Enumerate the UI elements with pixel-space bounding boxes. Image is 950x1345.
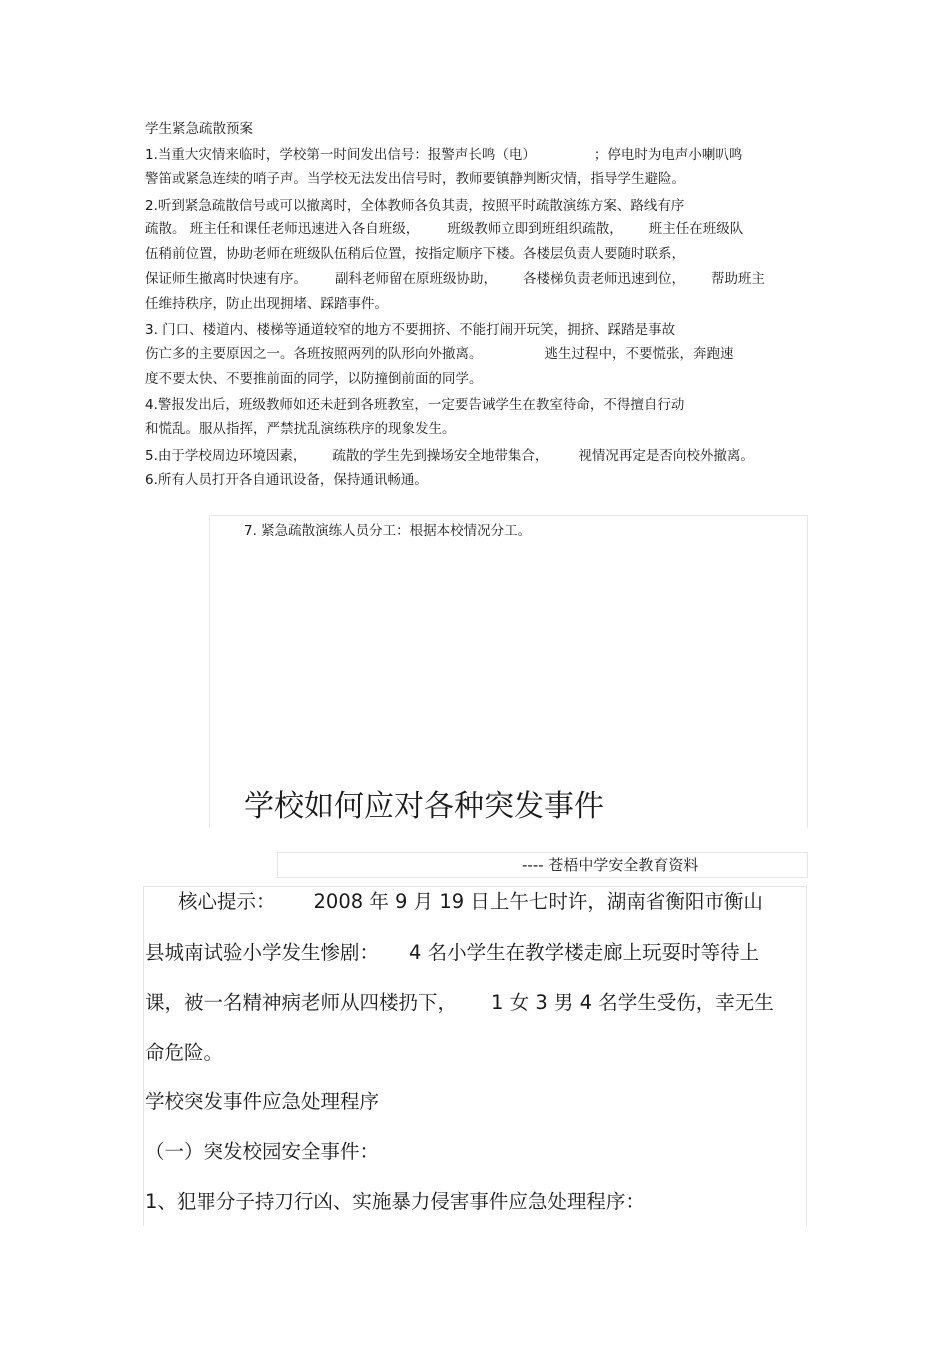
plan-p5-b: 疏散的学生先到操场安全地带集合， xyxy=(332,448,549,464)
frame-line-left xyxy=(143,886,144,1226)
frame-box-plan-7 xyxy=(209,515,808,828)
plan-p1-line2: 警笛或紧急连续的哨子声。当学校无法发出信号时，教师要镇静判断灾情，指导学生避险。 xyxy=(145,171,685,187)
plan-p7-line1: 7. 紧急疏散演练人员分工：根据本校情况分工。 xyxy=(244,523,532,539)
plan-p2-a: 疏散。 班主任和课任老师迅速进入各自班级， xyxy=(145,221,420,237)
item-1-heading: 1、犯罪分子持刀行凶、实施暴力侵害事件应急处理程序： xyxy=(145,1190,645,1213)
plan-p3-b: 逃生过程中，不要慌张，奔跑速 xyxy=(544,346,734,362)
core-text-b: 县城南试验小学发生惨剧： xyxy=(145,941,380,964)
core-line3 xyxy=(145,991,774,1015)
core-text-e: 1 女 3 男 4 名学生受伤，幸无生 xyxy=(491,991,774,1014)
plan-p5-line1 xyxy=(145,447,754,465)
plan-p5-c: 视情况再定是否向校外撤离。 xyxy=(578,448,754,464)
core-label: 核心提示： xyxy=(178,890,276,913)
plan-p2-e: 副科老师留在原班级协助， xyxy=(335,271,497,287)
plan-p2-d: 保证师生撤离时快速有序。 xyxy=(145,271,307,287)
plan-p2-line2 xyxy=(145,220,743,238)
plan-p2-f: 各楼梯负责老师迅速到位， xyxy=(523,271,685,287)
plan-p1-b: ；停电时为电声小喇叭鸣 xyxy=(593,147,743,163)
core-line2 xyxy=(145,941,759,965)
core-line4: 命危险。 xyxy=(145,1041,224,1064)
article-title: 学校如何应对各种突发事件 xyxy=(244,789,604,824)
plan-p6-line1: 6.所有人员打开各自通讯设备，保持通讯畅通。 xyxy=(145,472,428,488)
plan-p2-g: 帮助班主 xyxy=(711,271,765,287)
frame-line-top xyxy=(143,886,806,887)
plan-p3-line3: 度不要太快、不要推前面的同学，以防撞倒前面的同学。 xyxy=(145,371,483,387)
plan-p1-line1 xyxy=(145,146,742,164)
plan-p2-b: 班级教师立即到班组织疏散， xyxy=(447,221,623,237)
plan-p2-line3: 伍稍前位置，协助老师在班级队伍稍后位置，按指定顺序下楼。各楼层负责人要随时联系， xyxy=(145,246,685,262)
plan-p5-a: 5.由于学校周边环境因素， xyxy=(145,448,307,464)
core-text-c: 4 名小学生在教学楼走廊上玩耍时等待上 xyxy=(409,941,760,964)
plan-p2-line4 xyxy=(145,270,765,288)
core-text-a: 2008 年 9 月 19 日上午七时许，湖南省衡阳市衡山 xyxy=(313,890,763,913)
plan-p2-line5: 任维持秩序，防止出现拥堵、踩踏事件。 xyxy=(145,296,388,312)
plan-p3-line1: 3. 门口、楼道内、楼梯等通道较窄的地方不要拥挤、不能打闹开玩笑，拥挤、踩踏是事故 xyxy=(145,322,676,338)
plan-p1-a: 1.当重大灾情来临时，学校第一时间发出信号：报警声长鸣（电） xyxy=(145,147,536,163)
plan-title: 学生紧急疏散预案 xyxy=(145,121,253,137)
section-1-heading: （一）突发校园安全事件： xyxy=(145,1140,380,1163)
frame-line-right xyxy=(806,886,807,1226)
procedure-heading: 学校突发事件应急处理程序 xyxy=(145,1090,380,1113)
article-subtitle: ---- 苍梧中学安全教育资料 xyxy=(522,856,699,874)
core-text-d: 课，被一名精神病老师从四楼扔下， xyxy=(145,991,458,1014)
plan-p2-line1: 2.听到紧急疏散信号或可以撤离时，全体教师各负其责，按照平时疏散演练方案、路线有序 xyxy=(145,198,685,214)
plan-p4-line2: 和慌乱。服从指挥，严禁扰乱演练秩序的现象发生。 xyxy=(145,421,456,437)
plan-p4-line1: 4.警报发出后，班级教师如还未赶到各班教室，一定要告诫学生在教室待命，不得擅自行动 xyxy=(145,397,685,413)
plan-p3-line2 xyxy=(145,345,734,363)
plan-p2-c: 班主任在班级队 xyxy=(648,221,744,237)
core-line1 xyxy=(178,890,763,914)
plan-p3-a: 伤亡多的主要原因之一。各班按照两列的队形向外撤离。 xyxy=(145,346,483,362)
